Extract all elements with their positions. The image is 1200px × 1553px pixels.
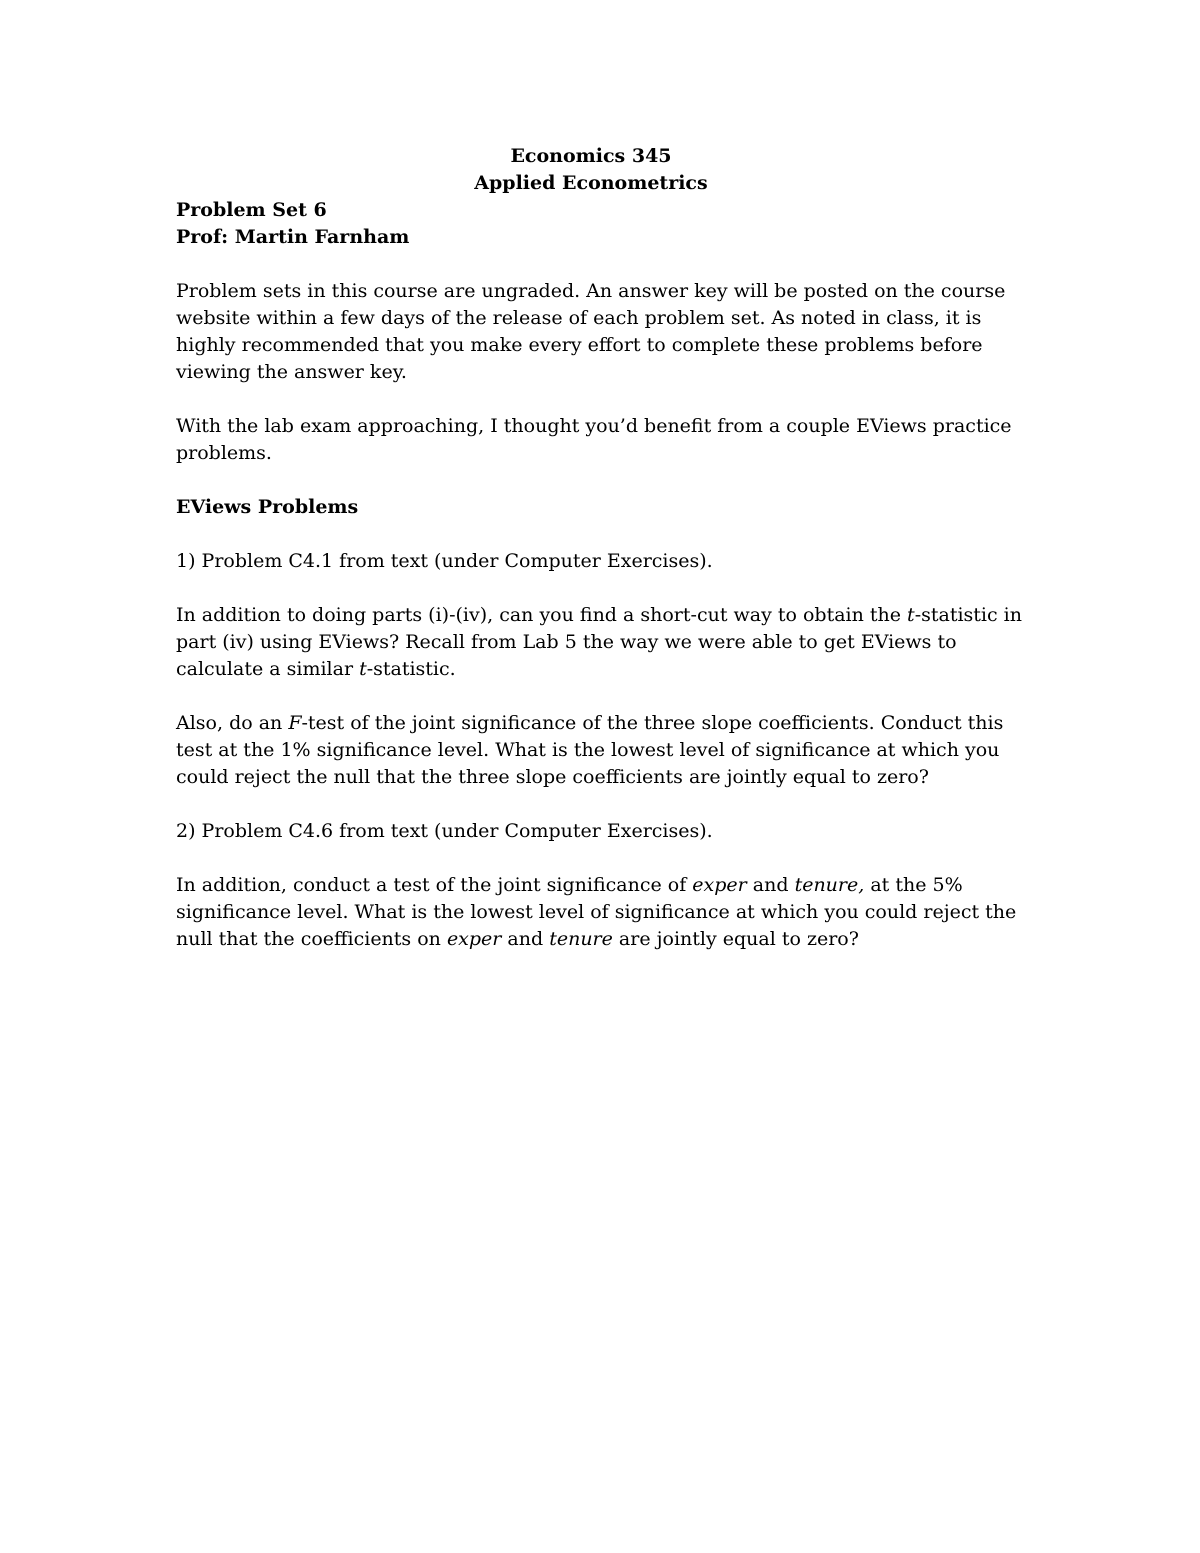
professor-name: Prof: Martin Farnham bbox=[176, 226, 410, 248]
intro-paragraph-2: With the lab exam approaching, I thought you’d benefit from a couple EViews practice problems. bbox=[176, 415, 1012, 464]
problem-2-paragraph: In addition, conduct a test of the joint significance of exper and tenure, at the 5% significance level. What is the lowest level of significance at which you could reject the null that the coefficients on exper and tenure are jointly equal to zero? bbox=[176, 874, 1017, 950]
problem-1-paragraph-1: In addition to doing parts (i)-(iv), can you find a short-cut way to obtain the t-statistic in part (iv) using EViews? Recall from Lab 5 the way we were able to get EViews to calculate a similar t-statistic. bbox=[176, 604, 1022, 680]
problem-1-paragraph-2: Also, do an F-test of the joint significance of the three slope coefficients. Conduct this test at the 1% significance level. What is the lowest level of significance at which you could reject the null that the three slope coefficients are jointly equal to zero? bbox=[176, 712, 1004, 788]
problem-set-title: Problem Set 6 bbox=[176, 199, 327, 221]
document-body bbox=[176, 143, 1026, 953]
section-heading: EViews Problems bbox=[176, 496, 359, 518]
problem-2-title: 2) Problem C4.6 from text (under Computer Exercises). bbox=[176, 820, 713, 842]
course-title: Economics 345 bbox=[510, 145, 672, 167]
problem-1-title: 1) Problem C4.1 from text (under Computer Exercises). bbox=[176, 550, 713, 572]
course-subtitle: Applied Econometrics bbox=[474, 172, 708, 194]
intro-paragraph-1: Problem sets in this course are ungraded. An answer key will be posted on the course website within a few days of the release of each problem set. As noted in class, it is highly recommended that you make every effort to complete these problems before viewing the answer key. bbox=[176, 280, 1006, 383]
